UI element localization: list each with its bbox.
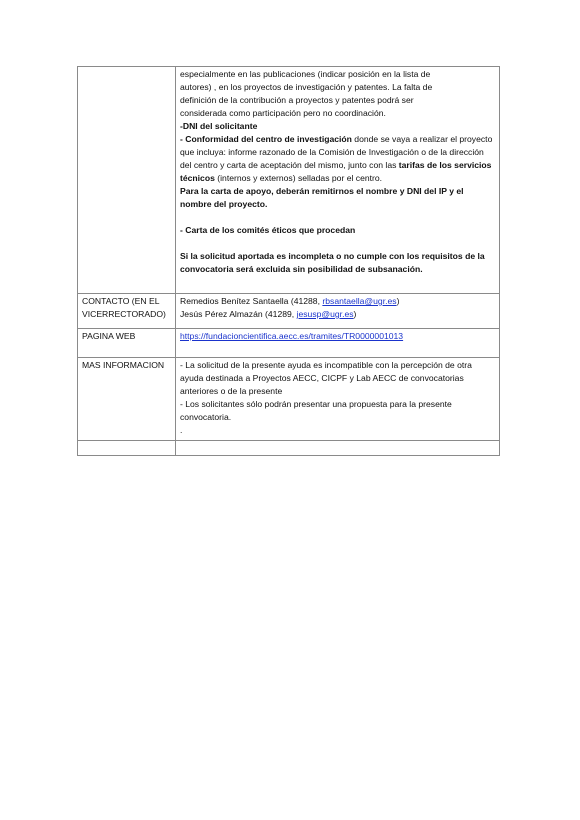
contact-person-2-text: Jesús Pérez Almazán (41289,: [180, 309, 297, 319]
spacer: [180, 237, 495, 250]
web-link[interactable]: https://fundacioncientifica.aecc.es/tramites/TR0000001013: [180, 331, 404, 341]
web-cell: [176, 329, 500, 358]
requirements-line: considerada como participación pero no coordinación.: [180, 108, 386, 118]
tarifas-text: tarifas de los servicios técnicos: [180, 160, 492, 183]
table-row: [78, 358, 500, 441]
requirements-cell: [176, 67, 500, 294]
conformidad-title: - Conformidad del centro de investigación: [180, 134, 352, 144]
conformidad-requirement: [180, 133, 495, 185]
dni-requirement: -DNI del solicitante: [180, 121, 258, 131]
contact-person-1: [180, 295, 495, 308]
carta-apoyo-note: Para la carta de apoyo, deberán remitirnos el nombre y DNI del IP y el nombre del proyecto.: [180, 186, 464, 209]
more-info-line: .: [180, 425, 183, 435]
contact-person-1-close: ): [396, 296, 400, 306]
info-table: [77, 66, 500, 456]
email-link-1[interactable]: rbsantaella@ugr.es: [322, 296, 397, 306]
empty-cell: [176, 441, 500, 456]
more-info-cell: [176, 358, 500, 441]
contact-person-1-text: Remedios Benítez Santaella (41288,: [180, 296, 323, 306]
more-info-line: - La solicitud de la presente ayuda es incompatible con la percepción de otra ayuda destinada a Proyectos AECC, CICPF y Lab AECC de convocatorias anteriores o de la presente: [180, 360, 472, 396]
table-row: [78, 441, 500, 456]
comites-requirement: - Carta de los comités éticos que procedan: [180, 225, 356, 235]
table-row: [78, 294, 500, 329]
table-row: [78, 329, 500, 358]
incomplete-warning: Si la solicitud aportada es incompleta o no cumple con los requisitos de la convocatoria será excluida sin posibilidad de subsanación.: [180, 251, 485, 274]
conformidad-text: donde se vaya a realizar el proyecto que incluya: informe razonado de la Comisión de Investigación o de la dirección del centro y carta de aceptación del mismo, junto con las: [180, 134, 493, 170]
requirements-line: especialmente en las publicaciones (indicar posición en la lista de: [180, 69, 431, 79]
contact-person-2-close: ): [353, 309, 357, 319]
more-info-label: MAS INFORMACION: [78, 358, 176, 441]
table-row: [78, 67, 500, 294]
requirements-line: definición de la contribución a proyectos y patentes podrá ser: [180, 95, 414, 105]
contact-cell: [176, 294, 500, 329]
email-link-2[interactable]: jesusp@ugr.es: [296, 309, 354, 319]
empty-label-cell: [78, 67, 176, 294]
more-info-line: - Los solicitantes sólo podrán presentar una propuesta para la presente convocatoria.: [180, 399, 452, 422]
empty-cell: [78, 441, 176, 456]
contact-person-2: [180, 308, 495, 321]
spacer: [180, 211, 495, 224]
contact-label: CONTACTO (EN EL VICERRECTORADO): [78, 294, 176, 329]
web-label: PAGINA WEB: [78, 329, 176, 358]
conformidad-text-end: (internos y externos) selladas por el centro.: [214, 173, 383, 183]
requirements-line: autores) , en los proyectos de investigación y patentes. La falta de: [180, 82, 433, 92]
